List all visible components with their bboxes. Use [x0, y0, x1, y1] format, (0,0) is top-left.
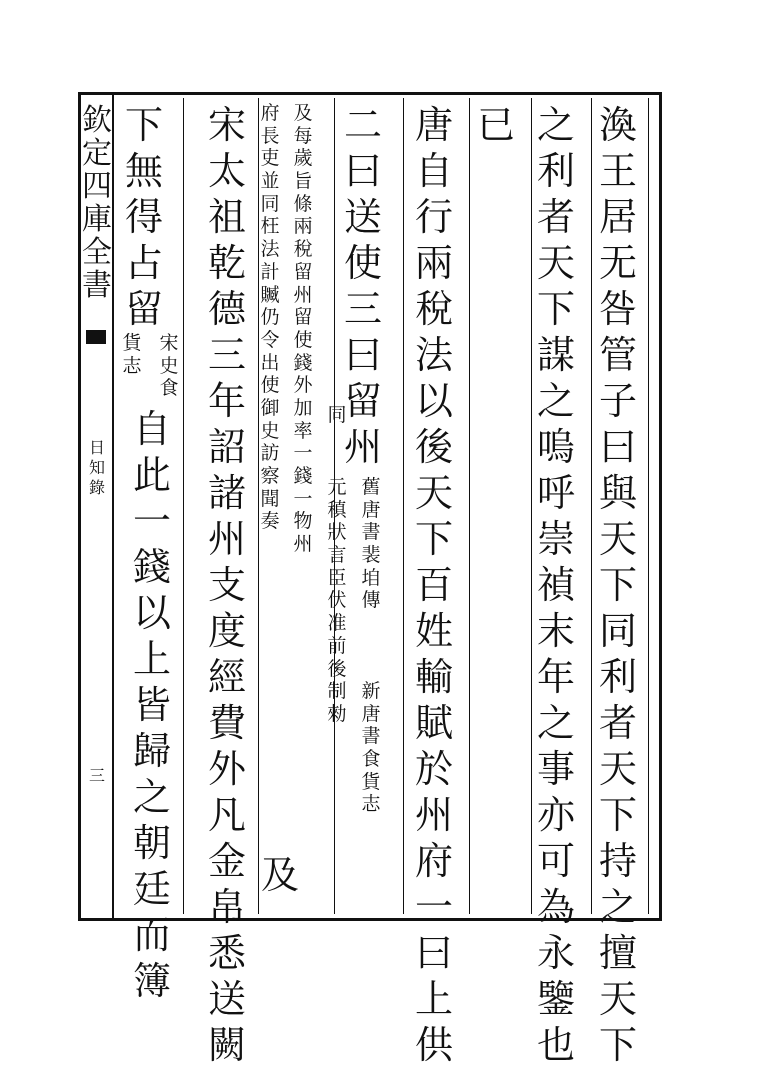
glyph: 上	[132, 637, 171, 681]
glyph: 祖	[207, 195, 246, 239]
glyph: 費	[207, 701, 246, 745]
glyph: 下	[414, 517, 453, 561]
glyph: 史	[159, 354, 179, 377]
glyph: 錢	[132, 545, 171, 589]
frame-top-rule	[78, 92, 662, 95]
glyph: 裴	[361, 544, 381, 567]
glyph: 與	[598, 471, 637, 515]
glyph: 二	[343, 103, 382, 147]
glyph: 天	[414, 471, 453, 515]
glyph: 贓	[260, 283, 280, 306]
glyph: 曰	[343, 333, 382, 377]
glyph: 加	[293, 396, 313, 419]
glyph: 枉	[260, 215, 280, 238]
glyph: 之	[536, 701, 575, 745]
glyph: 前	[327, 634, 347, 657]
glyph: 定	[82, 136, 112, 171]
glyph: 下	[598, 563, 637, 607]
glyph: 帛	[207, 885, 246, 929]
glyph: 悉	[207, 931, 246, 975]
glyph: 之	[132, 775, 171, 819]
glyph: 垍	[361, 566, 381, 589]
glyph: 法	[260, 238, 280, 261]
glyph: 闕	[207, 1023, 246, 1067]
glyph: 朝	[132, 821, 171, 865]
glyph: 使	[343, 241, 382, 285]
glyph: 下	[598, 793, 637, 837]
glyph: 宋	[159, 332, 179, 354]
glyph: 自	[132, 407, 171, 451]
note-column-7	[291, 104, 315, 558]
glyph: 此	[132, 453, 171, 497]
glyph: 天	[536, 241, 575, 285]
glyph: 州	[414, 793, 453, 837]
glyph: 條	[293, 192, 313, 215]
glyph: 狀	[327, 521, 347, 544]
note-column-6b	[326, 478, 348, 728]
glyph: 乾	[207, 241, 246, 285]
glyph: 州	[293, 533, 313, 556]
glyph: 廷	[132, 867, 171, 911]
glyph: 於	[414, 747, 453, 791]
glyph: 无	[598, 241, 637, 285]
glyph: 咎	[598, 287, 637, 331]
glyph: 留	[293, 306, 313, 329]
column-rule-3	[469, 98, 470, 914]
glyph: 四	[82, 169, 112, 204]
glyph: 察	[260, 465, 280, 487]
glyph: 留	[124, 287, 163, 331]
glyph: 並	[260, 170, 280, 193]
glyph: 以	[132, 591, 171, 635]
glyph: 留	[293, 260, 313, 283]
frame-right-inner-rule	[648, 98, 649, 914]
glyph: 年	[536, 655, 575, 699]
glyph: 凡	[207, 793, 246, 837]
note-column-10b	[121, 334, 143, 379]
glyph: 事	[536, 747, 575, 791]
column-rule-2	[531, 98, 532, 914]
frame-right-rule	[659, 92, 662, 921]
glyph: 兩	[293, 215, 313, 238]
glyph: 志	[122, 354, 142, 377]
glyph: 德	[207, 287, 246, 331]
text-column-8-tail	[258, 853, 302, 902]
glyph: 金	[207, 839, 246, 883]
glyph: 令	[260, 328, 280, 351]
glyph: 志	[361, 793, 381, 816]
glyph: 上	[414, 977, 453, 1021]
glyph: 御	[260, 396, 280, 419]
glyph: 子	[598, 379, 637, 423]
glyph: 同	[327, 404, 347, 426]
glyph: 之	[536, 103, 575, 147]
glyph: 禎	[536, 563, 575, 607]
glyph: 歲	[293, 147, 313, 170]
glyph: 使	[293, 328, 313, 351]
glyph: 稅	[293, 238, 313, 261]
glyph: 長	[260, 124, 280, 147]
glyph: 送	[343, 195, 382, 239]
glyph: 日	[88, 438, 105, 457]
glyph: 吏	[260, 147, 280, 170]
glyph: 奏	[260, 510, 280, 533]
note-column-5a	[360, 478, 382, 614]
glyph: 一	[132, 499, 171, 543]
margin-fold-block	[86, 330, 106, 344]
glyph: 三	[343, 287, 382, 331]
text-column-1	[596, 103, 640, 1072]
glyph: 太	[207, 149, 246, 193]
glyph: 得	[124, 195, 163, 239]
glyph: 無	[124, 149, 163, 193]
note-column-5b	[360, 682, 382, 818]
glyph: 賦	[414, 701, 453, 745]
glyph: 率	[293, 419, 313, 442]
margin-page-number	[88, 768, 106, 788]
glyph: 謀	[536, 333, 575, 377]
column-rule-1	[591, 98, 592, 914]
glyph: 一	[293, 442, 313, 465]
glyph: 者	[536, 195, 575, 239]
glyph: 宋	[207, 103, 246, 147]
glyph: 元	[327, 476, 347, 498]
glyph: 經	[207, 655, 246, 699]
glyph: 諸	[207, 471, 246, 515]
glyph: 錢	[293, 465, 313, 487]
glyph: 法	[414, 333, 453, 377]
glyph: 州	[207, 517, 246, 561]
glyph: 唐	[414, 103, 453, 147]
glyph: 出	[260, 351, 280, 374]
glyph: 送	[207, 977, 246, 1021]
glyph: 錄	[88, 478, 105, 497]
glyph: 史	[260, 419, 280, 442]
glyph: 外	[207, 747, 246, 791]
glyph: 以	[414, 379, 453, 423]
column-rule-4	[403, 98, 404, 914]
glyph: 准	[327, 612, 347, 635]
glyph: 為	[536, 885, 575, 929]
glyph: 天	[598, 977, 637, 1021]
glyph: 已	[476, 103, 515, 147]
text-column-4	[412, 103, 456, 1072]
glyph: 永	[536, 931, 575, 975]
glyph: 聞	[260, 487, 280, 510]
glyph: 一	[414, 885, 453, 929]
glyph: 留	[343, 379, 382, 423]
glyph: 書	[361, 521, 381, 544]
glyph: 占	[124, 241, 163, 285]
text-column-2	[534, 103, 578, 1072]
glyph: 可	[536, 839, 575, 883]
glyph: 制	[327, 680, 347, 703]
text-column-9	[205, 103, 249, 1072]
glyph: 勑	[327, 702, 347, 725]
glyph: 唐	[361, 498, 381, 521]
glyph: 一	[293, 487, 313, 510]
glyph: 及	[293, 102, 313, 124]
glyph: 食	[361, 748, 381, 771]
glyph: 年	[207, 379, 246, 423]
glyph: 言	[327, 544, 347, 567]
glyph: 輸	[414, 655, 453, 699]
glyph: 書	[82, 268, 112, 303]
glyph: 府	[414, 839, 453, 883]
text-column-3	[474, 103, 518, 152]
glyph: 每	[293, 124, 313, 147]
glyph: 物	[293, 510, 313, 533]
glyph: 訪	[260, 442, 280, 465]
glyph: 度	[207, 609, 246, 653]
glyph: 擅	[598, 931, 637, 975]
glyph: 曰	[343, 149, 382, 193]
glyph: 嗚	[536, 425, 575, 469]
glyph: 皆	[132, 683, 171, 727]
glyph: 歸	[132, 729, 171, 773]
glyph: 仍	[260, 306, 280, 329]
column-rule-7	[183, 98, 184, 914]
glyph: 食	[159, 377, 179, 400]
glyph: 王	[598, 149, 637, 193]
glyph: 後	[414, 425, 453, 469]
glyph: 及	[260, 853, 299, 897]
glyph: 臣	[327, 566, 347, 589]
glyph: 者	[598, 701, 637, 745]
glyph: 行	[414, 195, 453, 239]
glyph: 旨	[293, 170, 313, 193]
note-column-10a	[158, 334, 180, 402]
glyph: 渙	[598, 103, 637, 147]
glyph: 曰	[598, 425, 637, 469]
glyph: 供	[414, 1023, 453, 1067]
glyph: 居	[598, 195, 637, 239]
glyph: 持	[598, 839, 637, 883]
glyph: 天	[598, 517, 637, 561]
glyph: 三	[88, 766, 105, 785]
glyph: 三	[207, 333, 246, 377]
glyph: 府	[260, 102, 280, 124]
glyph: 管	[598, 333, 637, 377]
glyph: 州	[293, 283, 313, 306]
glyph: 州	[343, 425, 382, 469]
glyph: 詔	[207, 425, 246, 469]
glyph: 全	[82, 235, 112, 270]
glyph: 姓	[414, 609, 453, 653]
glyph: 傳	[361, 589, 381, 612]
glyph: 呼	[536, 471, 575, 515]
glyph: 同	[598, 609, 637, 653]
glyph: 貨	[122, 332, 142, 354]
glyph: 自	[414, 149, 453, 193]
glyph: 外	[293, 374, 313, 397]
glyph: 同	[260, 192, 280, 215]
glyph: 庫	[82, 202, 112, 237]
glyph: 崇	[536, 517, 575, 561]
glyph: 計	[260, 260, 280, 283]
note-column-8	[258, 104, 282, 535]
glyph: 末	[536, 609, 575, 653]
note-column-6a	[326, 406, 348, 429]
glyph: 稹	[327, 498, 347, 521]
frame-left-rule	[78, 92, 81, 921]
glyph: 稅	[414, 287, 453, 331]
glyph: 而	[132, 913, 171, 957]
glyph: 唐	[361, 702, 381, 725]
glyph: 也	[536, 1023, 575, 1067]
glyph: 亦	[536, 793, 575, 837]
glyph: 錢	[293, 351, 313, 374]
glyph: 知	[88, 458, 105, 477]
glyph: 後	[327, 657, 347, 680]
glyph: 支	[207, 563, 246, 607]
glyph: 天	[598, 747, 637, 791]
margin-fold-title	[88, 440, 106, 500]
glyph: 新	[361, 680, 381, 702]
glyph: 百	[414, 563, 453, 607]
glyph: 曰	[414, 931, 453, 975]
glyph: 貨	[361, 770, 381, 793]
text-column-10-main	[122, 103, 166, 336]
glyph: 使	[260, 374, 280, 397]
glyph: 兩	[414, 241, 453, 285]
margin-divider-rule	[112, 92, 114, 921]
glyph: 利	[536, 149, 575, 193]
glyph: 之	[536, 379, 575, 423]
glyph: 鑒	[536, 977, 575, 1021]
text-column-10-tail	[130, 407, 174, 1008]
glyph: 舊	[361, 476, 381, 498]
glyph: 書	[361, 725, 381, 748]
glyph: 簿	[132, 959, 171, 1003]
margin-book-title	[82, 103, 112, 304]
glyph: 下	[598, 1023, 637, 1067]
glyph: 下	[124, 103, 163, 147]
glyph: 欽	[82, 103, 112, 138]
glyph: 利	[598, 655, 637, 699]
glyph: 伏	[327, 589, 347, 612]
glyph: 之	[598, 885, 637, 929]
glyph: 下	[536, 287, 575, 331]
